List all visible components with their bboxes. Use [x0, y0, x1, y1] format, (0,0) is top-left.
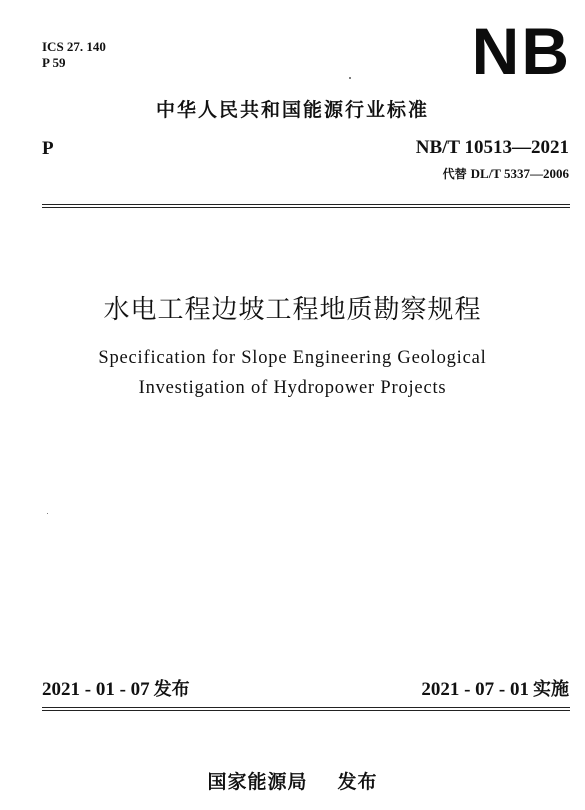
footer-divider-bottom — [42, 710, 570, 711]
footer-divider-top — [42, 707, 570, 708]
issuer-issue-label: 发布 — [337, 771, 378, 793]
issuer-line — [0, 770, 585, 794]
ics-code: ICS 27. 140 — [42, 39, 106, 54]
header-divider-bottom — [42, 207, 570, 208]
classification-code: P — [42, 138, 54, 159]
nb-logo: NB — [471, 14, 571, 88]
ccs-code: P 59 — [42, 55, 66, 70]
scan-speck — [47, 513, 48, 514]
document-title-chinese: 水电工程边坡工程地质勘察规程 — [103, 295, 482, 325]
ics-code-block — [42, 39, 106, 71]
document-title-english-line1: Specification for Slope Engineering Geological — [98, 348, 487, 368]
header-divider-top — [42, 204, 570, 205]
scan-speck — [349, 77, 351, 79]
issue-label: 发布 — [153, 679, 190, 700]
document-title-english-line2: Investigation of Hydropower Projects — [138, 378, 447, 398]
implement-label: 实施 — [533, 679, 569, 700]
issue-date-line — [42, 678, 190, 702]
implement-date-line — [421, 678, 569, 702]
replaces-number: DL/T 5337—2006 — [470, 166, 569, 181]
replaces-label: 代替 — [442, 167, 467, 181]
organization-title: 中华人民共和国能源行业标准 — [155, 99, 429, 121]
implement-date: 2021 - 07 - 01 — [421, 679, 529, 700]
issue-date: 2021 - 01 - 07 — [42, 679, 150, 700]
issuer-name: 国家能源局 — [207, 771, 308, 793]
replaces-line — [443, 166, 569, 182]
standard-number: NB/T 10513—2021 — [415, 137, 569, 158]
